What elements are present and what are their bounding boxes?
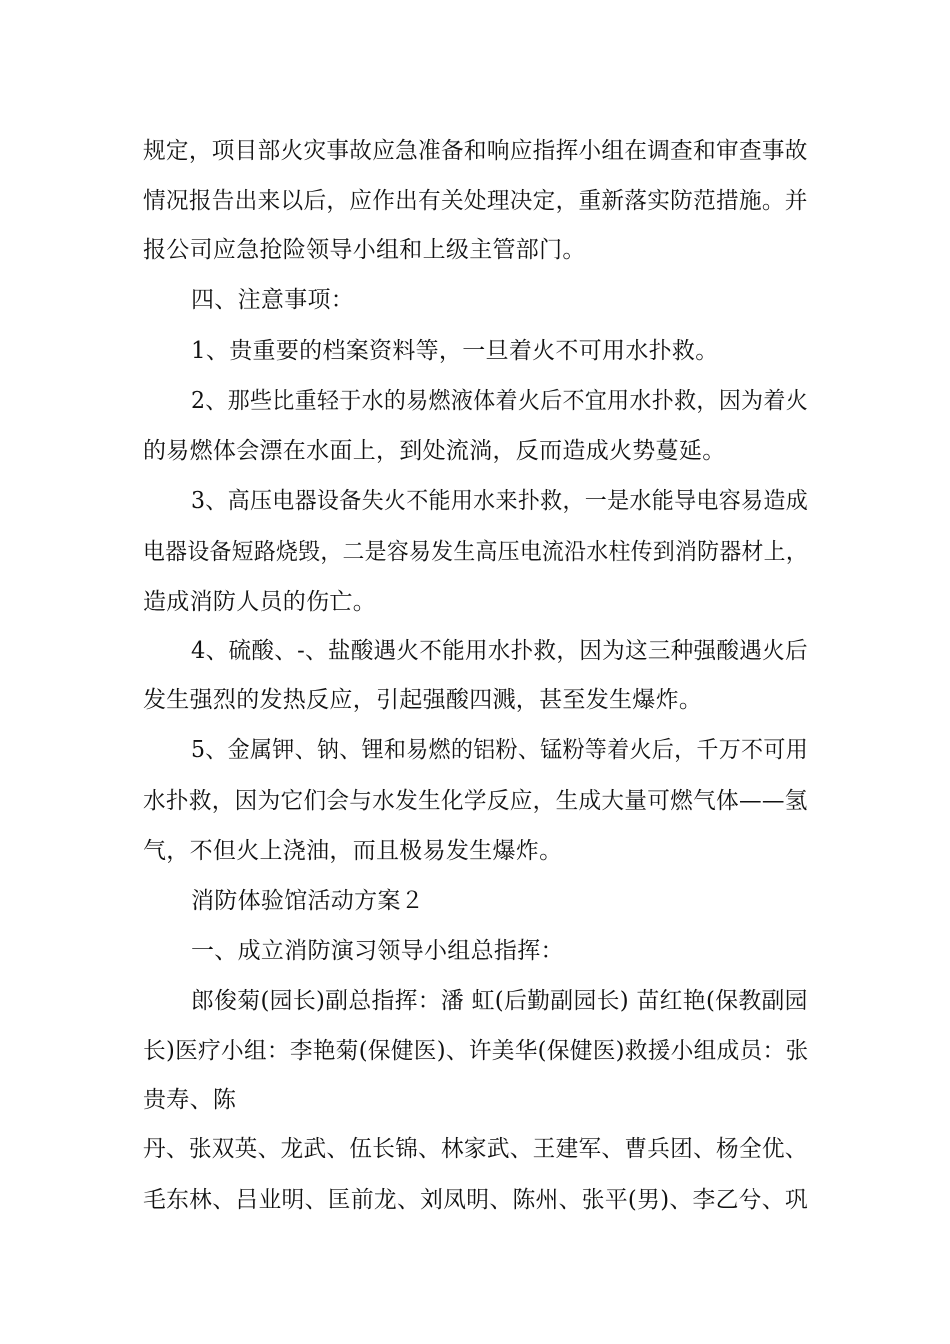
text-line: 规定，项目部火灾事故应急准备和响应指挥小组在调查和审查事故 [143,138,808,164]
text-line: 气，不但火上浇油，而且极易发生爆炸。 [143,838,563,864]
text-line: 的易燃体会漂在水面上，到处流淌，反而造成火势蔓延。 [143,438,726,464]
text-line: 郎俊菊(园长)副总指挥：潘 虹(后勤副园长) 苗红艳(保教副园 [191,988,808,1014]
text-line: 5、金属钾、钠、锂和易燃的铝粉、锰粉等着火后，千万不可用 [191,737,809,763]
text-line: 水扑救，因为它们会与水发生化学反应，生成大量可燃气体——氢 [143,788,808,814]
text-line: 造成消防人员的伤亡。 [143,589,376,615]
text-line: 丹、张双英、龙武、伍长锦、林家武、王建军、曹兵团、杨全优、 [143,1136,808,1162]
section-heading: 四、注意事项： [191,287,355,313]
text-line: 发生强烈的发热反应，引起强酸四溅，甚至发生爆炸。 [143,687,703,713]
text-line: 贵寿、陈 [143,1087,237,1113]
text-line: 2、那些比重轻于水的易燃液体着火后不宜用水扑救，因为着火 [191,388,809,414]
text-line: 1、贵重要的档案资料等，一旦着火不可用水扑救。 [191,338,719,364]
text-line: 毛东林、吕业明、匡前龙、刘凤明、陈州、张平(男)、李乙兮、巩 [143,1187,808,1213]
section-heading: 一、成立消防演习领导小组总指挥： [191,938,564,964]
text-line: 报公司应急抢险领导小组和上级主管部门。 [143,237,586,263]
text-line: 3、高压电器设备失火不能用水来扑救，一是水能导电容易造成 [191,488,809,514]
text-line: 情况报告出来以后，应作出有关处理决定，重新落实防范措施。并 [143,188,808,214]
text-line: 长)医疗小组：李艳菊(保健医)、许美华(保健医)救援小组成员：张 [143,1038,809,1064]
section-title: 消防体验馆活动方案２ [191,888,424,914]
text-line: 电器设备短路烧毁，二是容易发生高压电流沿水柱传到消防器材上， [143,539,808,565]
text-line: 4、硫酸、-、盐酸遇火不能用水扑救，因为这三种强酸遇火后 [191,638,808,664]
